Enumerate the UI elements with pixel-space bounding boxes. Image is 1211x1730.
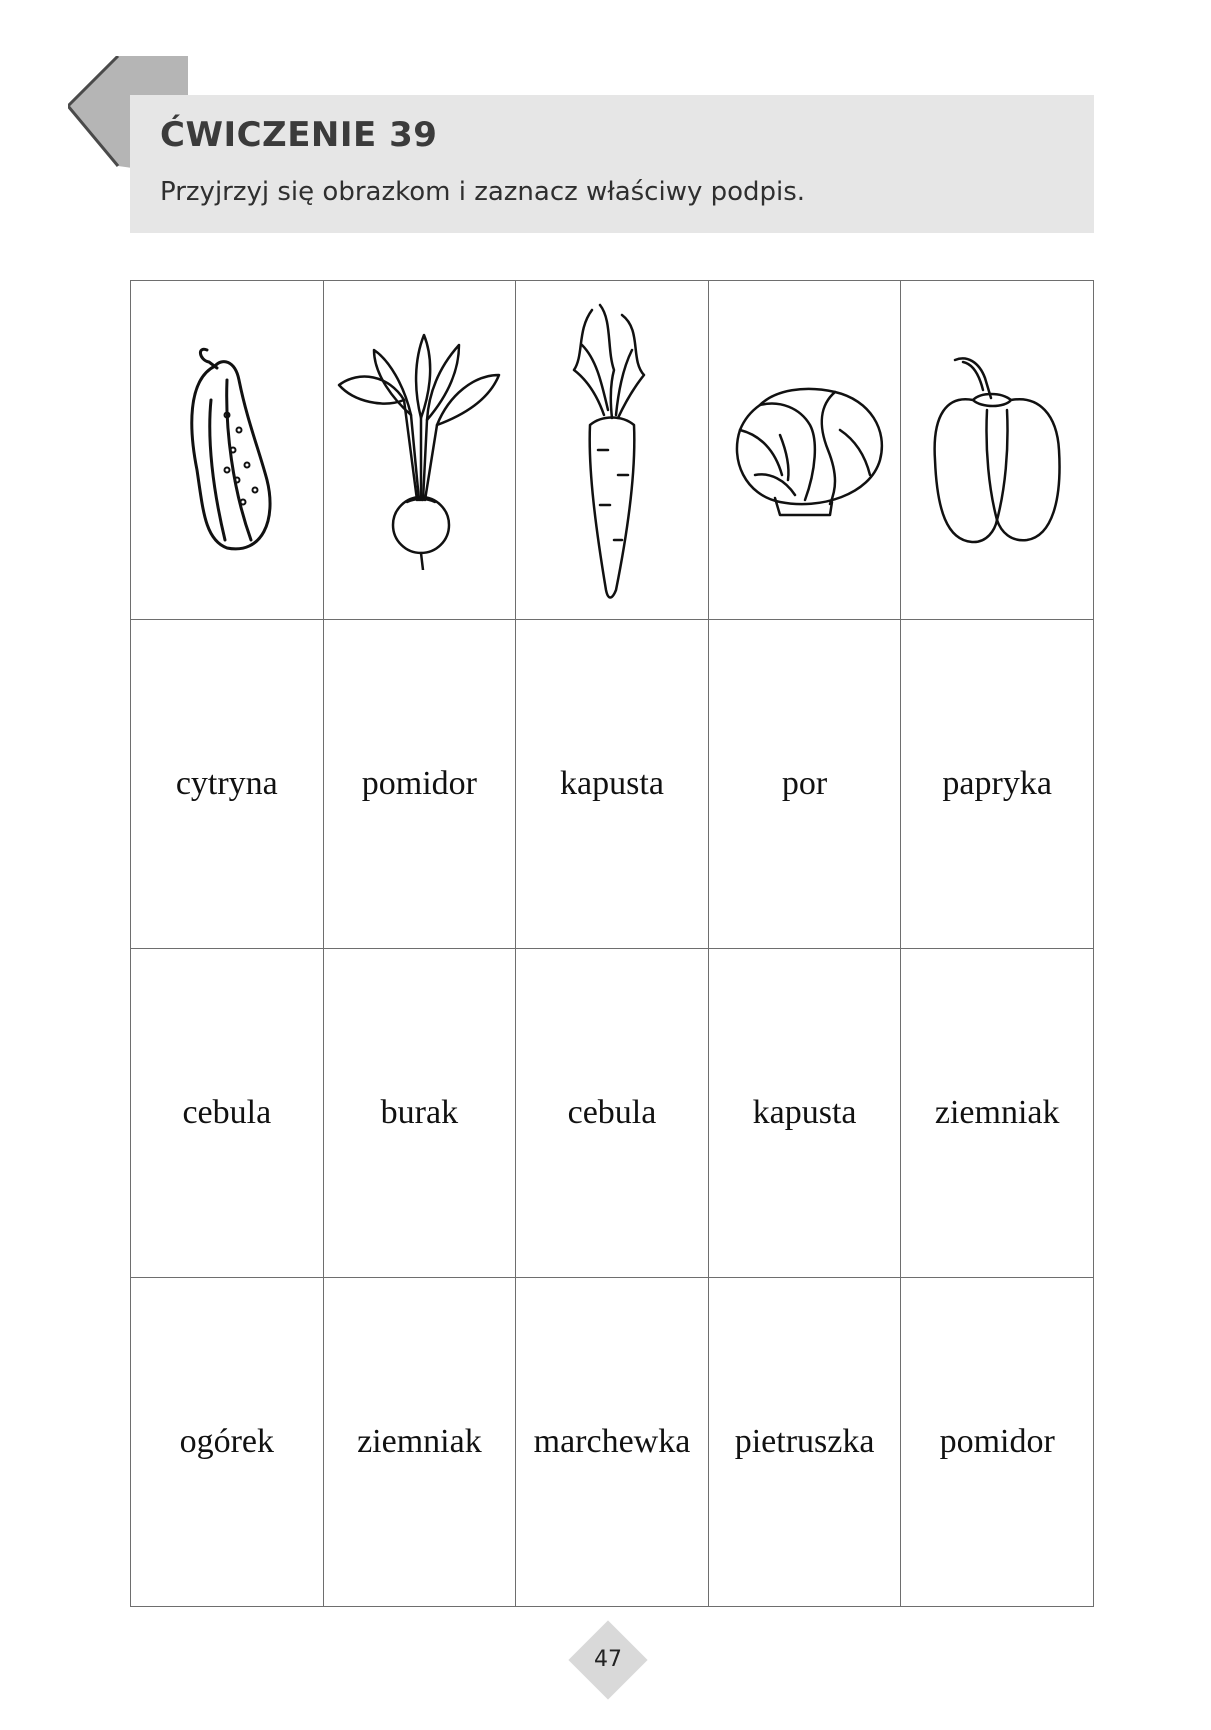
word-cell[interactable]: [323, 949, 516, 1278]
word-option: kapusta: [560, 765, 664, 802]
picture-cell: [131, 281, 324, 620]
word-option: burak: [380, 1094, 459, 1131]
cabbage-icon: [720, 380, 890, 520]
word-option: kapusta: [752, 1094, 857, 1131]
word-cell[interactable]: [901, 1278, 1094, 1607]
word-option: papryka: [942, 765, 1052, 802]
picture-cell: [708, 281, 901, 620]
word-option: por: [781, 765, 828, 802]
word-option: pomidor: [939, 1423, 1055, 1460]
bell-pepper-icon: [927, 350, 1067, 550]
word-cell[interactable]: [516, 1278, 709, 1607]
word-option: cebula: [567, 1094, 657, 1131]
beetroot-icon: [329, 330, 509, 570]
word-cell[interactable]: [708, 949, 901, 1278]
word-cell[interactable]: [323, 620, 516, 949]
word-row: [131, 620, 1094, 949]
word-cell[interactable]: [708, 1278, 901, 1607]
picture-row: [131, 281, 1094, 620]
word-cell[interactable]: [708, 620, 901, 949]
word-option: cytryna: [175, 765, 278, 802]
word-row: [131, 1278, 1094, 1607]
word-cell[interactable]: [516, 949, 709, 1278]
word-cell[interactable]: [901, 620, 1094, 949]
cucumber-icon: [167, 340, 287, 560]
word-cell[interactable]: [131, 949, 324, 1278]
word-option: pomidor: [361, 765, 477, 802]
word-option: cebula: [182, 1094, 272, 1131]
carrot-icon: [562, 300, 662, 600]
word-row: [131, 949, 1094, 1278]
word-option: ziemniak: [934, 1094, 1060, 1131]
vegetable-grid: [130, 280, 1094, 1607]
word-cell[interactable]: [901, 949, 1094, 1278]
word-cell[interactable]: [131, 620, 324, 949]
word-cell[interactable]: [516, 620, 709, 949]
exercise-header: [130, 95, 1094, 233]
word-option: marchewka: [533, 1423, 691, 1460]
page-number: 47: [594, 1647, 622, 1672]
word-option: ogórek: [179, 1423, 274, 1460]
word-option: ziemniak: [357, 1423, 482, 1460]
exercise-title: ĆWICZENIE 39: [160, 115, 438, 155]
picture-cell: [901, 281, 1094, 620]
word-option: pietruszka: [734, 1423, 875, 1460]
word-cell[interactable]: [323, 1278, 516, 1607]
page-number-badge: [569, 1621, 647, 1699]
exercise-instruction: Przyjrzyj się obrazkom i zaznacz właściwy podpis.: [160, 177, 806, 207]
word-cell[interactable]: [131, 1278, 324, 1607]
picture-cell: [516, 281, 709, 620]
picture-cell: [323, 281, 516, 620]
